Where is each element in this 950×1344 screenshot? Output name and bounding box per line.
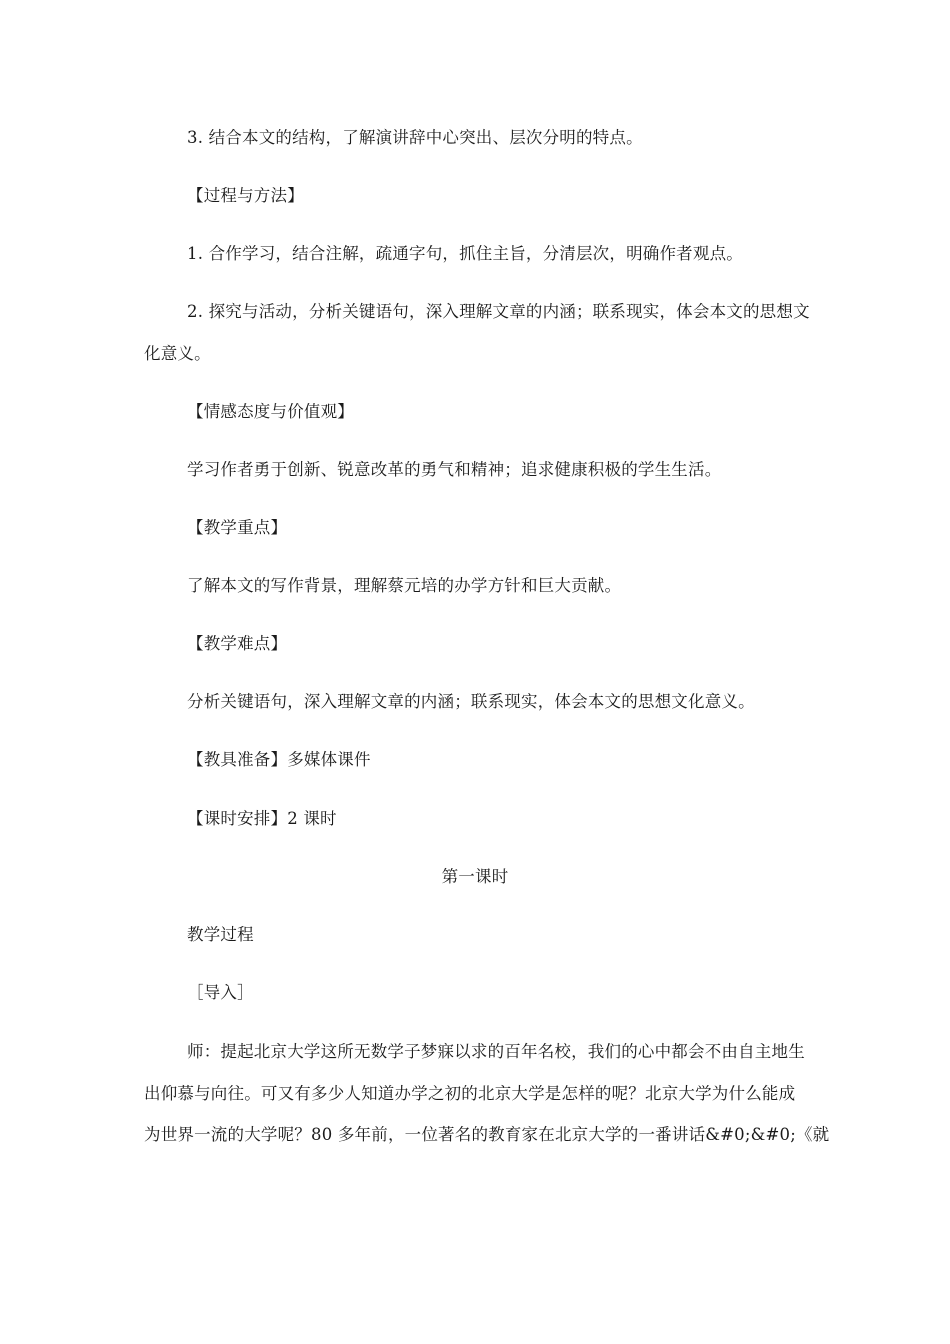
intro-paragraph-line-1: 师：提起北京大学这所无数学子梦寐以求的百年名校，我们的心中都会不由自主地生 xyxy=(187,1042,805,1061)
teaching-difficulty-text: 分析关键语句，深入理解文章的内涵；联系现实，体会本文的思想文化意义。 xyxy=(187,692,755,711)
intro-paragraph-line-3: 为世界一流的大学呢？80 多年前，一位著名的教育家在北京大学的一番讲话&#0;&#0;《就 xyxy=(144,1125,830,1144)
emotion-value-heading: 【情感态度与价值观】 xyxy=(187,402,354,421)
process-item-2-line-2: 化意义。 xyxy=(144,344,211,363)
teaching-focus-text: 了解本文的写作背景，理解蔡元培的办学方针和巨大贡献。 xyxy=(187,576,622,595)
emotion-value-text: 学习作者勇于创新、锐意改革的勇气和精神；追求健康积极的学生生活。 xyxy=(187,460,722,479)
teaching-difficulty-heading: 【教学难点】 xyxy=(187,634,288,653)
process-method-heading: 【过程与方法】 xyxy=(187,186,304,205)
teaching-aids: 【教具准备】多媒体课件 xyxy=(187,750,371,769)
process-item-1: 1. 合作学习，结合注解，疏通字句，抓住主旨，分清层次，明确作者观点。 xyxy=(187,244,743,263)
teaching-process-title: 教学过程 xyxy=(187,925,254,944)
intro-heading: ［导入］ xyxy=(187,983,254,1002)
lesson-title: 第一课时 xyxy=(441,867,509,886)
lesson-schedule: 【课时安排】2 课时 xyxy=(187,809,337,828)
teaching-focus-heading: 【教学重点】 xyxy=(187,518,288,537)
objective-item-3: 3. 结合本文的结构，了解演讲辞中心突出、层次分明的特点。 xyxy=(187,128,643,147)
process-item-2-line-1: 2. 探究与活动，分析关键语句，深入理解文章的内涵；联系现实，体会本文的思想文 xyxy=(187,302,810,321)
intro-paragraph-line-2: 出仰慕与向往。可又有多少人知道办学之初的北京大学是怎样的呢？北京大学为什么能成 xyxy=(144,1084,796,1103)
